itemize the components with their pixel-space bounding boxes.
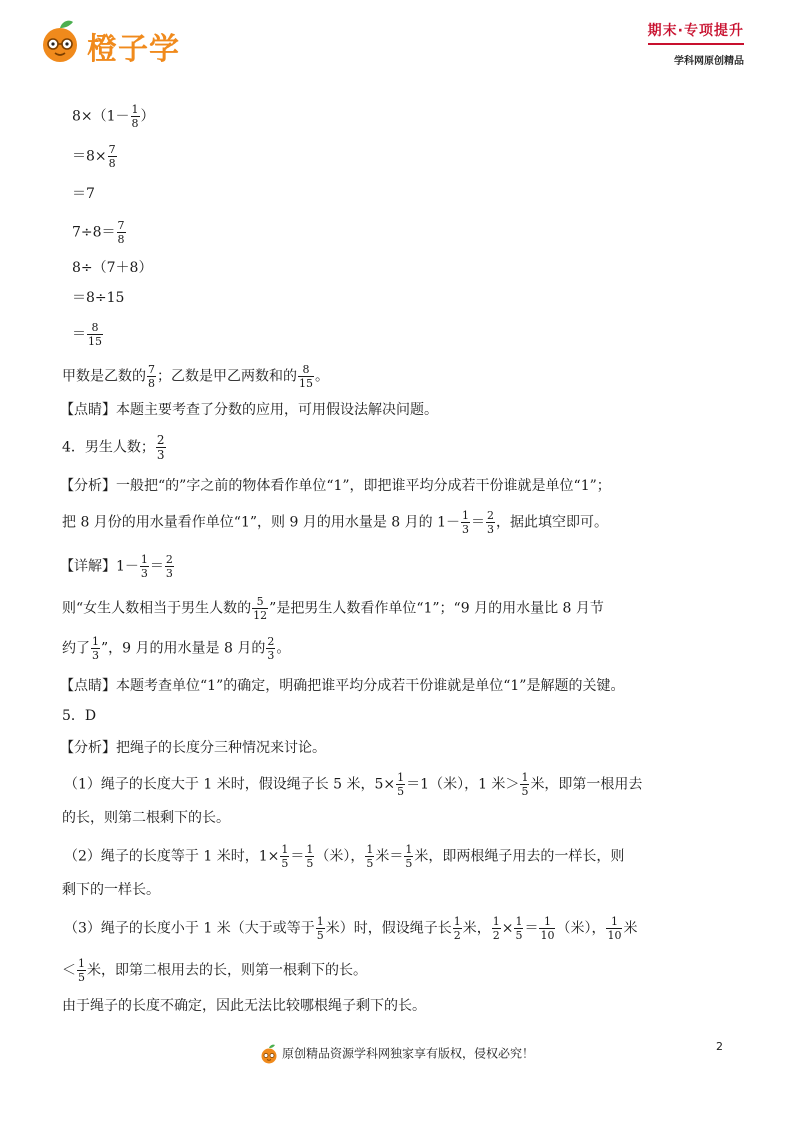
numerator: 2 <box>267 635 275 648</box>
denominator: 15 <box>299 377 313 390</box>
brand-logo-text: 橙子学 <box>87 32 180 67</box>
orange-footer-icon <box>260 1044 278 1064</box>
denominator: 15 <box>88 335 102 348</box>
footer-text: 原创精品资源学科网独家享有版权，侵权必究！ <box>281 1046 534 1061</box>
fraction <box>520 772 529 797</box>
text: ＝ <box>471 514 486 531</box>
denominator: 3 <box>462 523 470 536</box>
denominator: 2 <box>492 929 500 942</box>
denominator: 3 <box>267 649 275 662</box>
text-line <box>72 258 152 278</box>
text: 4．男生人数； <box>62 439 155 456</box>
text: 剩下的一样长。 <box>62 882 160 898</box>
numerator: 1 <box>92 635 99 648</box>
denominator: 3 <box>487 523 495 536</box>
fraction <box>298 364 314 389</box>
denominator: 8 <box>117 233 125 246</box>
denominator: 5 <box>366 857 374 870</box>
denominator: 5 <box>306 857 314 870</box>
fraction <box>108 144 117 169</box>
text-line <box>64 844 624 869</box>
numerator: 1 <box>397 771 405 784</box>
text: 8÷（7＋8） <box>72 260 153 276</box>
denominator: 5 <box>316 929 324 942</box>
fraction <box>266 636 275 661</box>
numerator: 1 <box>606 916 622 929</box>
text: ，据此填空即可。 <box>496 514 609 531</box>
numerator: 1 <box>78 957 85 970</box>
text-line <box>72 184 95 204</box>
denominator: 8 <box>108 157 116 170</box>
denominator: 12 <box>253 609 268 622</box>
text: 【分析】把绳子的长度分三种情况来讨论。 <box>60 740 326 756</box>
text: 米 <box>623 920 638 937</box>
numerator: 1 <box>453 915 461 928</box>
text: ＝ <box>72 326 86 343</box>
denominator: 5 <box>78 971 85 984</box>
denominator: 10 <box>607 929 622 942</box>
text-line <box>62 996 426 1016</box>
text: （米）， <box>315 848 365 865</box>
text-line <box>60 400 438 420</box>
numerator: 5 <box>252 596 268 609</box>
text-line <box>72 322 104 347</box>
text: 米， <box>462 920 491 937</box>
text-line <box>60 476 611 496</box>
text: （1）绳子的长度大于 1 米时，假设绳子长 5 米，5× <box>64 776 396 793</box>
page-number: 2 <box>716 1040 723 1053</box>
text-line <box>62 808 230 828</box>
text: 米）时，假设绳子长 <box>325 920 452 937</box>
fraction <box>316 916 325 941</box>
fraction <box>404 844 413 869</box>
text-line <box>64 772 642 797</box>
text-line <box>64 916 637 941</box>
fraction <box>117 220 126 245</box>
fraction <box>539 916 555 941</box>
denominator: 3 <box>92 649 99 662</box>
text: ＝8× <box>72 148 107 165</box>
text: 5．D <box>62 708 97 724</box>
page-footer <box>0 1044 794 1064</box>
denominator: 5 <box>281 857 289 870</box>
text: ＝ <box>524 920 539 937</box>
text: ”是把男生人数看作单位“1”；“9 月的用水量比 8 月节 <box>269 600 604 617</box>
numerator: 1 <box>140 553 148 566</box>
text-line <box>62 880 160 900</box>
text-line <box>60 554 175 579</box>
text: ＝7 <box>72 186 95 202</box>
fraction <box>461 510 470 535</box>
denominator: 2 <box>453 929 461 942</box>
fraction <box>91 636 100 661</box>
text: 8×（1－ <box>72 108 130 125</box>
text: ＝1（米），1 米＞ <box>406 776 520 793</box>
denominator: 5 <box>515 929 523 942</box>
denominator: 3 <box>156 448 165 462</box>
numerator: 1 <box>316 915 324 928</box>
fraction <box>453 916 462 941</box>
text-line <box>62 636 290 661</box>
fraction <box>77 958 86 983</box>
text: （2）绳子的长度等于 1 米时，1× <box>64 848 280 865</box>
text-line <box>60 738 326 758</box>
numerator: 1 <box>462 509 470 522</box>
text: 米，即两根绳子用去的一样长，则 <box>414 848 625 865</box>
fraction <box>147 364 156 389</box>
text-line <box>62 706 96 726</box>
text-line <box>62 364 329 389</box>
numerator: 2 <box>165 553 173 566</box>
text-line <box>62 434 167 461</box>
fraction <box>131 104 140 129</box>
fraction <box>514 916 523 941</box>
orange-logo-icon <box>40 18 80 64</box>
numerator: 2 <box>156 433 165 447</box>
fraction <box>165 554 174 579</box>
numerator: 1 <box>366 843 374 856</box>
text: 约了 <box>62 640 90 657</box>
fraction <box>365 844 374 869</box>
text: 把 8 月份的用水量看作单位“1”，则 9 月的用水量是 8 月的 1－ <box>62 514 461 531</box>
numerator: 1 <box>539 916 555 929</box>
text: （米）， <box>556 920 606 937</box>
header-title: 期末·专项提升 <box>648 20 744 45</box>
fraction <box>252 596 268 621</box>
fraction <box>87 322 103 347</box>
text: ＜ <box>62 962 76 979</box>
text-line <box>72 144 118 169</box>
numerator: 1 <box>281 843 289 856</box>
text: 【详解】1－ <box>60 558 139 575</box>
text: （3）绳子的长度小于 1 米（大于或等于 <box>64 920 315 937</box>
text-line <box>62 596 604 621</box>
text: 米，即第二根用去的长，则第一根剩下的长。 <box>87 962 367 979</box>
text: 【点睛】本题主要考查了分数的应用，可用假设法解决问题。 <box>60 402 438 418</box>
fraction <box>606 916 622 941</box>
numerator: 2 <box>487 509 495 522</box>
text: 甲数是乙数的 <box>62 368 146 385</box>
numerator: 1 <box>492 915 500 928</box>
text: 【点睛】本题考查单位“1”的确定，明确把谁平均分成若干份谁就是单位“1”是解题的关键。 <box>60 678 625 694</box>
text: 米＝ <box>375 848 404 865</box>
text: 由于绳子的长度不确定，因此无法比较哪根绳子剩下的长。 <box>62 998 426 1014</box>
text: ＝8÷15 <box>72 290 125 306</box>
numerator: 8 <box>298 364 314 377</box>
text: ＝ <box>290 848 305 865</box>
text: ＝ <box>149 558 164 575</box>
denominator: 5 <box>405 857 413 870</box>
header-right <box>648 20 744 67</box>
text: ） <box>140 108 155 125</box>
text: ”，9 月的用水量是 8 月的 <box>101 640 266 657</box>
fraction <box>156 434 166 461</box>
denominator: 5 <box>521 785 529 798</box>
text: 7÷8＝ <box>72 224 116 241</box>
numerator: 7 <box>148 363 155 376</box>
denominator: 3 <box>140 567 148 580</box>
numerator: 8 <box>87 322 103 335</box>
fraction <box>486 510 495 535</box>
numerator: 1 <box>405 843 413 856</box>
denominator: 8 <box>131 117 139 130</box>
text: 则“女生人数相当于男生人数的 <box>62 600 252 617</box>
numerator: 7 <box>117 219 125 232</box>
text: 【分析】一般把“的”字之前的物体看作单位“1”，即把谁平均分成若干份谁就是单位“1”； <box>60 478 611 494</box>
fraction <box>305 844 314 869</box>
numerator: 1 <box>515 915 523 928</box>
fraction <box>280 844 289 869</box>
text: × <box>501 920 514 937</box>
text-line <box>62 958 367 983</box>
fraction <box>492 916 501 941</box>
denominator: 8 <box>148 377 155 390</box>
text: 的长，则第二根剩下的长。 <box>62 810 230 826</box>
text: 。 <box>276 640 291 657</box>
fraction <box>140 554 149 579</box>
text-line <box>72 288 124 308</box>
fraction <box>396 772 405 797</box>
denominator: 10 <box>540 929 555 942</box>
text-line <box>60 676 624 696</box>
numerator: 7 <box>108 143 116 156</box>
text-line <box>62 510 608 535</box>
text: 。 <box>315 368 329 385</box>
numerator: 1 <box>131 103 139 116</box>
numerator: 1 <box>306 843 314 856</box>
text: ；乙数是甲乙两数和的 <box>157 368 297 385</box>
numerator: 1 <box>521 771 529 784</box>
text-line <box>72 104 155 129</box>
denominator: 5 <box>397 785 405 798</box>
text: 米，即第一根用去 <box>530 776 643 793</box>
header-subtitle: 学科网原创精品 <box>674 56 744 67</box>
denominator: 3 <box>165 567 173 580</box>
text-line <box>72 220 127 245</box>
page-header <box>0 0 794 90</box>
